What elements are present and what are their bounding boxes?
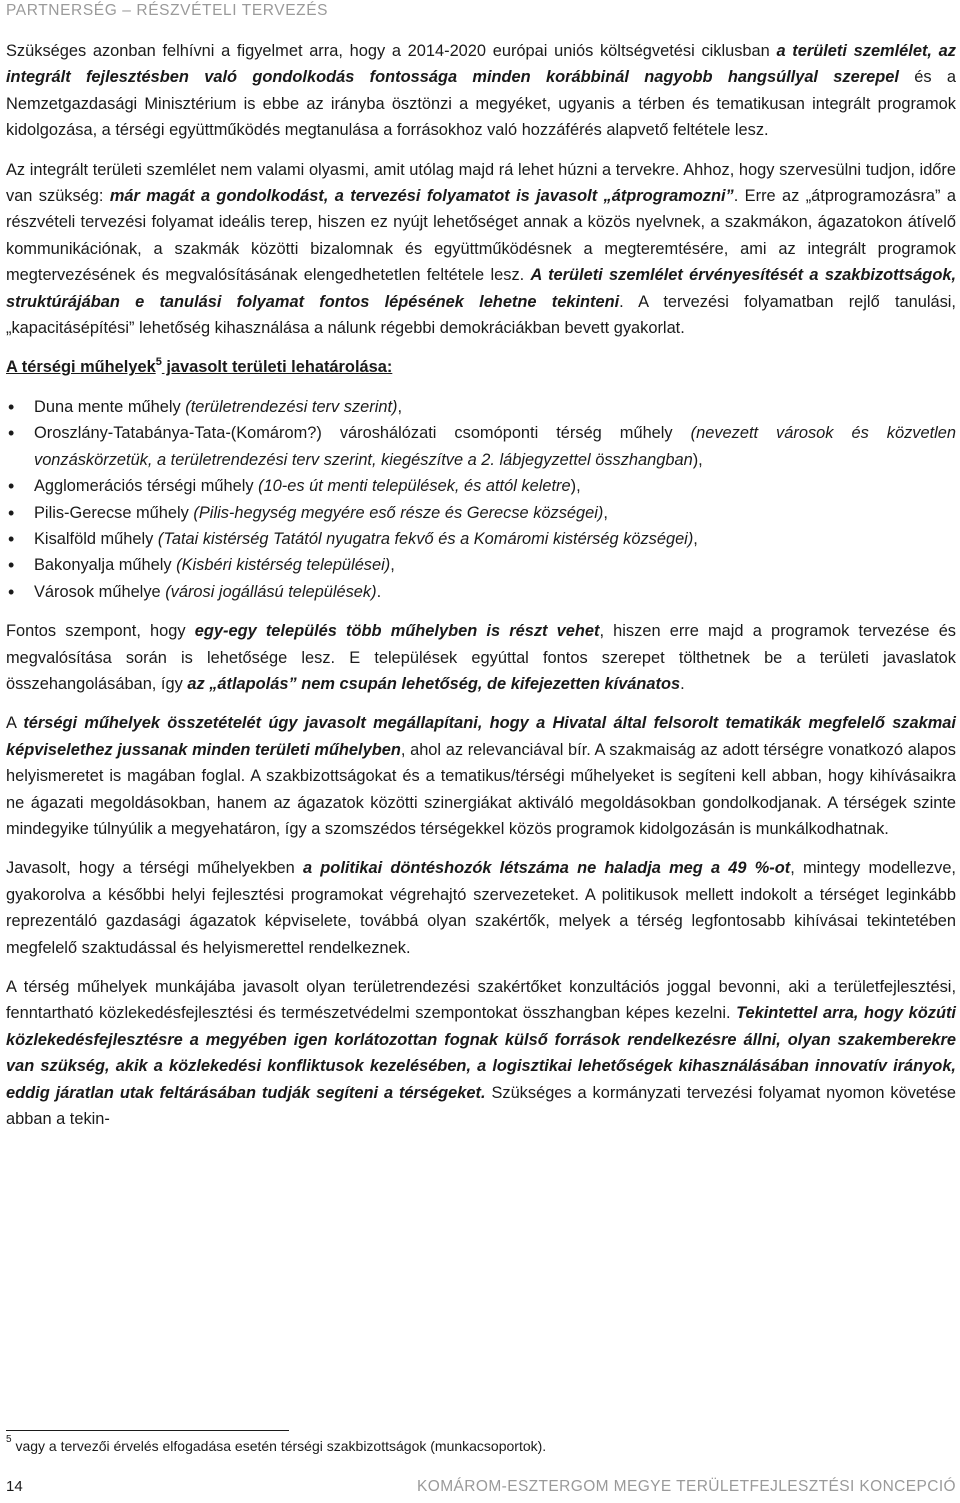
paragraph-5 bbox=[6, 855, 956, 961]
item-punct: , bbox=[397, 397, 403, 416]
text-run: Az integrált területi szemlélet nem valami olyasmi, amit utólag majd rá lehet húzni a tervekre. Ahhoz, hogy szervesülni tudjon, időre van szükség: bbox=[6, 160, 956, 206]
text-run: A bbox=[6, 714, 24, 733]
footnote-divider bbox=[6, 1430, 289, 1431]
emphasis-run: egy-egy település több műhelyben is részt vehet bbox=[194, 622, 600, 641]
footnote-mark: 5 bbox=[6, 1434, 12, 1445]
body-text bbox=[6, 38, 956, 1145]
item-note: (Kisbéri kistérség települései) bbox=[176, 556, 391, 575]
item-name: Agglomerációs térségi műhely bbox=[34, 477, 259, 496]
footnote-ref[interactable]: 5 bbox=[155, 356, 162, 369]
heading-text: A térségi műhelyek bbox=[6, 358, 156, 377]
footnote bbox=[6, 1434, 946, 1455]
footnote-text: vagy a tervezői érvelés elfogadása esetén térségi szakbizottságok (munkacsoportok). bbox=[11, 1438, 547, 1454]
section-heading bbox=[6, 354, 956, 380]
item-note: (városi jogállású települések) bbox=[165, 582, 377, 601]
item-note: (Pilis-hegység megyére eső része és Gerecse községei) bbox=[193, 503, 604, 522]
emphasis-run: Tekintettel arra, hogy közúti közlekedésfejlesztésre a megyében igen korlátozottan fognak külső források rendelkezésre állni, olyan szakemberekre van szükség, akik a közlekedési konfliktusok kezelésében, a logisztikai lehetőségek kihasználásában innovatív irányok, eddig járatlan utak feltárásában tudják segíteni a térségeket. bbox=[6, 1004, 956, 1102]
item-note: (nevezett városok és közvetlen vonzáskörzetük, a területrendezési terv szerint, kiegészítve a 2. lábjegyzettel összhangban bbox=[34, 424, 957, 469]
text-run: . bbox=[680, 674, 685, 693]
paragraph-4 bbox=[6, 710, 956, 842]
paragraph-1 bbox=[6, 38, 956, 144]
item-punct: , bbox=[390, 556, 395, 575]
heading-text: javasolt területi lehatárolása: bbox=[161, 358, 393, 377]
page-number: 14 bbox=[6, 1478, 23, 1495]
item-punct: , bbox=[693, 529, 698, 548]
item-punct: , bbox=[603, 503, 608, 522]
item-punct: ), bbox=[692, 450, 703, 469]
item-note: (10-es út menti települések, és attól keletre bbox=[258, 477, 571, 496]
paragraph-6 bbox=[6, 974, 956, 1132]
text-run: . Erre az „átprogramozásra” a részvételi tervezési folyamat ideális terep, hiszen ez nyújt lehetőséget annak a közös nyelvnek, a szakmákon, ágazatokon átívelő kommunikációnak, a szakmák közötti bizalomnak és együttműködésnek a megteremtésére, ami az integrált programok megtervezésének és megvalósításának elengedhetetlen feltétele lesz. bbox=[6, 187, 956, 285]
item-punct: ), bbox=[570, 477, 581, 496]
item-name: Kisalföld műhely bbox=[34, 529, 158, 548]
text-run: , mintegy modellezve, gyakorolva a későbbi helyi fejlesztési programokat végrehajtó szervezeteket. A politikusok mellett indokolt a térséget leginkább reprezentáló gazdasági ágazatok képviselete, továbbá olyan szakértők, melyek a térség legfontosabb kihívásai tekintetében megfelelő szaktudással és helyismerettel rendelkeznek. bbox=[6, 859, 956, 957]
text-run: , ahol az relevanciával bír. A szakmaiság az adott térségre vonatkozó alapos helyismeretet is magában foglal. A szakbizottságokat és a tematikus/térségi műhelyeket is segíteni kell abban, hogy kihívásaikra ne ágazati megoldásokban, hanem az ágazatok közötti szinergiákat aktiváló megoldásokban gondolkodjanak. A térségek szinte mindegyike túlnyúlik a megyehatáron, így a szomszédos térségekkel közös programok kidolgozásán is munkálkodhatnak. bbox=[6, 740, 956, 838]
emphasis-run: a területi szemlélet, az integrált fejlesztésben való gondolkodás fontossága minden korábbinál nagyobb hangsúllyal szerepel bbox=[6, 42, 956, 87]
paragraph-3 bbox=[6, 618, 956, 697]
item-punct: . bbox=[376, 582, 382, 601]
item-name: Bakonyalja műhely bbox=[34, 556, 177, 575]
item-note: (területrendezési terv szerint) bbox=[185, 397, 398, 416]
running-footer: KOMÁROM-ESZTERGOM MEGYE TERÜLETFEJLESZTÉSI KONCEPCIÓ bbox=[417, 1478, 956, 1495]
list-item bbox=[6, 552, 956, 578]
list-item bbox=[6, 579, 956, 605]
text-run: . A tervezési folyamatban rejlő tanulási, „kapacitásépítési” lehetőség kihasználása a nálunk régebbi demokráciákban bevett gyakorlat. bbox=[6, 292, 956, 338]
emphasis-run: A területi szemlélet érvényesítését a szakbizottságok, struktúrájában e tanulási folyamat fontos lépésének lehetne tekinteni bbox=[6, 266, 957, 311]
text-run: Szükséges a kormányzati tervezési folyamat nyomon követése abban a tekin- bbox=[6, 1083, 956, 1129]
emphasis-run: az „átlapolás” nem csupán lehetőség, de kifejezetten kívánatos bbox=[187, 674, 681, 693]
list-item bbox=[6, 526, 956, 552]
emphasis-run: már magát a gondolkodást, a tervezési folyamatot is javasolt „átprogramozni” bbox=[109, 187, 734, 206]
text-run: és a Nemzetgazdasági Minisztérium is ebbe az irányba ösztönzi a megyéket, ugyanis a térben és tematikusan integrált programok kidolgozása, a térségi együttműködés megtanulása a forrásokhoz való hozzáférés alapvető feltétele lesz. bbox=[6, 68, 956, 140]
running-header: PARTNERSÉG – RÉSZVÉTELI TERVEZÉS bbox=[6, 2, 329, 19]
list-item bbox=[6, 420, 956, 473]
workshop-list bbox=[6, 394, 956, 605]
list-item bbox=[6, 394, 956, 420]
text-run: A térség műhelyek munkájába javasolt olyan területrendezési szakértőket konzultációs joggal bevonni, aki a területfejlesztési, fenntartható közlekedésfejlesztési és természetvédelmi szempontokat összhangban képes kezelni. bbox=[6, 978, 956, 1023]
emphasis-run: térségi műhelyek összetételét úgy javasolt megállapítani, hogy a Hivatal által felsorolt tematikák megfelelő szakmai képviselethez jussanak minden területi műhelyben bbox=[6, 714, 956, 759]
item-note: (Tatai kistérség Tatától nyugatra fekvő és a Komáromi kistérség községei) bbox=[157, 529, 694, 548]
paragraph-2 bbox=[6, 157, 956, 342]
list-item bbox=[6, 473, 956, 499]
item-name: Pilis-Gerecse műhely bbox=[34, 503, 194, 522]
item-name: Duna mente műhely bbox=[34, 397, 186, 416]
item-name: Városok műhelye bbox=[34, 582, 166, 601]
text-run: , hiszen erre majd a programok tervezése és megvalósítása során is lehetősége lesz. E települések egyúttal fontos szerepet tölthetnek be a területi javaslatok összehangolásában, így bbox=[6, 622, 957, 693]
text-run: Fontos szempont, hogy bbox=[6, 622, 195, 641]
item-name: Oroszlány-Tatabánya-Tata-(Komárom?) városhálózati csomóponti térség műhely bbox=[34, 424, 691, 443]
emphasis-run: a politikai döntéshozók létszáma ne haladja meg a 49 %-ot bbox=[302, 859, 791, 878]
list-item bbox=[6, 500, 956, 526]
text-run: Javasolt, hogy a térségi műhelyekben bbox=[6, 859, 303, 878]
text-run: Szükséges azonban felhívni a figyelmet arra, hogy a 2014-2020 európai uniós költségvetési ciklusban bbox=[6, 42, 777, 60]
